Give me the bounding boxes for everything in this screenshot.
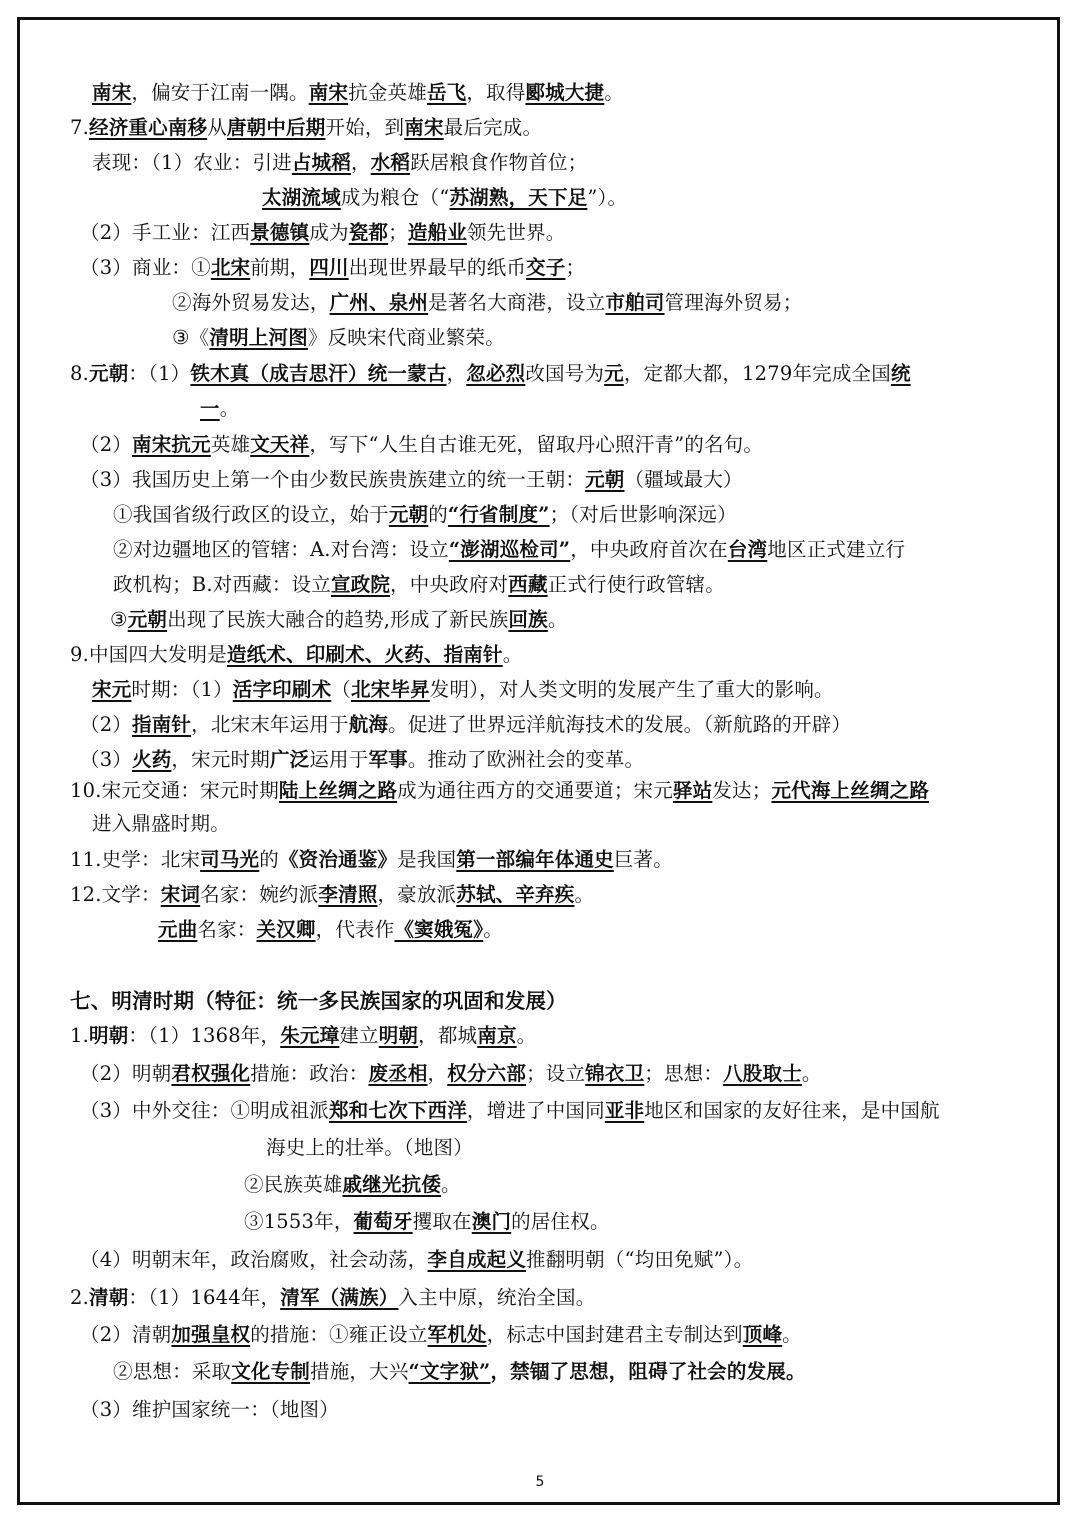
- text-run: 表现：（1）农业：引进: [92, 151, 292, 174]
- key-term: 澳门: [471, 1210, 512, 1233]
- text-run: ，代表作: [315, 918, 395, 941]
- page-number: 5: [535, 1474, 545, 1490]
- text-line: [80, 253, 585, 283]
- text-run: ：（1）1368年，: [128, 1024, 281, 1047]
- text-run: （2）手工业：江西: [80, 221, 251, 244]
- key-term: 朱元璋: [280, 1024, 340, 1047]
- text-run: 运用于: [309, 748, 369, 771]
- text-run: ②海外贸易发达，: [172, 291, 330, 314]
- key-term: 军机处: [427, 1323, 487, 1346]
- text-line: [80, 1059, 822, 1089]
- key-term: 第一部编年体通史: [456, 848, 614, 871]
- key-term: 火药: [132, 748, 172, 771]
- text-line: [70, 113, 542, 143]
- text-run: （2）: [80, 433, 133, 456]
- key-term: “澎湖巡检司”: [448, 538, 571, 561]
- text-run: 进入鼎盛时期。: [92, 812, 230, 835]
- text-run: 的: [259, 848, 279, 871]
- text-run: 。: [516, 1024, 537, 1047]
- key-term: 驿站: [672, 779, 713, 802]
- text-line: [80, 710, 851, 740]
- key-term: 广州、泉州: [329, 291, 429, 314]
- text-run: 发明），对人类文明的发展产生了重大的影响。: [429, 678, 834, 701]
- text-run: 名家：: [197, 918, 257, 941]
- text-run: 措施，大兴: [310, 1360, 409, 1383]
- text-run: 抗金英雄: [348, 81, 427, 104]
- key-term: 宣政院: [330, 573, 391, 596]
- key-term: 亚非: [604, 1099, 645, 1122]
- key-term: 元朝: [127, 608, 168, 631]
- text-run: 是我国: [397, 848, 457, 871]
- text-run: 。: [219, 397, 240, 420]
- text-line: [80, 1096, 940, 1126]
- text-line: [70, 776, 929, 806]
- text-run: 10.宋元交通：宋元时期: [70, 779, 279, 802]
- text-run: 地区和国家的友好往来，是中国航: [644, 1099, 940, 1122]
- key-term: 元朝: [388, 503, 429, 526]
- key-term: 北宋毕昇: [350, 678, 430, 701]
- key-term: 文天祥: [250, 433, 310, 456]
- text-run: 。: [801, 1062, 822, 1085]
- text-run: 8.: [70, 362, 90, 385]
- text-run: ②民族英雄: [244, 1173, 343, 1196]
- text-line: [70, 1021, 536, 1051]
- text-run: 最后完成。: [443, 116, 543, 139]
- text-line: [92, 675, 834, 705]
- text-line: [92, 78, 624, 108]
- text-run: 。: [574, 883, 595, 906]
- key-term: 锦衣卫: [585, 1062, 645, 1085]
- text-run: 是著名大商港，设立: [428, 291, 606, 314]
- key-term: 统: [890, 362, 911, 385]
- text-run: 建立: [339, 1024, 379, 1047]
- key-term: 郑和七次下西洋: [329, 1099, 467, 1122]
- key-term: 台湾: [727, 538, 768, 561]
- text-run: 措施：政治：: [250, 1062, 369, 1085]
- text-run: ，增进了中国同: [466, 1099, 605, 1122]
- key-term: 南宋: [308, 81, 349, 104]
- text-run: ，北宋末年运用于: [191, 713, 349, 736]
- key-term: 文化专制: [231, 1360, 311, 1383]
- text-run: 前期，: [250, 256, 310, 279]
- key-term: 经济重心南移: [89, 116, 208, 139]
- text-run: 出现了民族大融合的趋势,形成了新民族: [167, 608, 509, 631]
- key-term: 明朝: [378, 1024, 419, 1047]
- text-run: 领先世界。: [466, 221, 566, 244]
- text-run: 改国号为: [525, 362, 605, 385]
- text-run: ②对边疆地区的管辖：A.对台湾：设立: [113, 538, 449, 561]
- text-run: 时期：（1）: [131, 678, 233, 701]
- text-run: 出现世界最早的纸币: [348, 256, 527, 279]
- key-term: 《窦娥冤》: [394, 918, 484, 941]
- text-run: （3）: [80, 748, 133, 771]
- text-run: 管理海外贸易；: [664, 291, 803, 314]
- key-term: 李清照: [318, 883, 378, 906]
- bold-text: 《资治通鉴》: [278, 848, 398, 871]
- text-run: ：（1）: [128, 362, 191, 385]
- text-line: [110, 605, 568, 635]
- text-run: ：（1）1644年，: [128, 1286, 281, 1309]
- key-term: 权分六部: [447, 1062, 527, 1085]
- key-term: 南京: [477, 1024, 517, 1047]
- text-run: 的措施：①雍正设立: [250, 1323, 428, 1346]
- key-term: 四川: [309, 256, 349, 279]
- text-run: 攫取在: [412, 1210, 472, 1233]
- key-term: 废丞相: [368, 1062, 428, 1085]
- text-run: ，豪放派: [377, 883, 457, 906]
- text-run: 成为粮仓（“: [340, 186, 450, 209]
- text-run: ②思想：采取: [113, 1360, 232, 1383]
- key-term: 唐朝中后期: [226, 116, 326, 139]
- key-term: 陆上丝绸之路: [278, 779, 398, 802]
- text-run: （3）我国历史上第一个由少数民族贵族建立的统一王朝：: [80, 468, 586, 491]
- text-run: 的居住权。: [511, 1210, 610, 1233]
- text-line: [70, 359, 911, 389]
- key-term: “文字狱”: [408, 1360, 491, 1383]
- text-line: [70, 1283, 595, 1313]
- text-line: [266, 1133, 473, 1163]
- text-run: ，: [350, 151, 371, 174]
- key-term: 司马光: [200, 848, 260, 871]
- key-term: 李自成起义: [427, 1248, 527, 1271]
- text-run: ，标志中国封建君主专制达到: [486, 1323, 743, 1346]
- text-run: ③1553年，: [244, 1210, 354, 1233]
- key-term: 元: [604, 362, 624, 385]
- text-line: [80, 465, 743, 495]
- text-line: [113, 535, 905, 565]
- text-run: ，中央政府首次在: [570, 538, 728, 561]
- text-run: 。: [782, 1323, 802, 1346]
- text-run: 发达；: [712, 779, 772, 802]
- text-line: [80, 430, 763, 460]
- text-line: [80, 745, 644, 775]
- section-heading: [70, 986, 567, 1016]
- text-run: 巨著。: [613, 848, 673, 871]
- text-run: 11.史学：北宋: [70, 848, 201, 871]
- text-run: ，宋元时期: [171, 748, 270, 771]
- text-run: （疆域最大）: [624, 468, 743, 491]
- text-run: （: [331, 678, 351, 701]
- text-run: （2）清朝: [80, 1323, 172, 1346]
- text-line: [92, 148, 587, 178]
- key-term: 景德镇: [250, 221, 310, 244]
- key-term: 宋词: [160, 883, 201, 906]
- text-run: ；思想：: [644, 1062, 724, 1085]
- text-run: 政机构；B.对西藏：设立: [113, 573, 331, 596]
- text-line: [172, 323, 505, 353]
- text-line: [244, 1170, 461, 1200]
- key-term: 忽必烈: [466, 362, 526, 385]
- text-line: [92, 809, 230, 839]
- text-run: 七、明清时期（特征：统一多民族国家的巩固和发展）: [70, 989, 567, 1013]
- text-run: 英雄: [210, 433, 251, 456]
- text-run: 2.: [70, 1286, 90, 1309]
- key-term: 一: [200, 397, 220, 420]
- text-run: （3）维护国家统一：（地图）: [80, 1398, 339, 1421]
- text-line: [113, 570, 725, 600]
- key-term: 清军（满族）: [280, 1286, 399, 1309]
- bold-text: 广泛: [269, 748, 310, 771]
- text-run: （4）明朝末年，政治腐败，社会动荡，: [80, 1248, 428, 1271]
- text-line: [113, 500, 737, 530]
- text-run: 12.文学：: [70, 883, 161, 906]
- text-run: 7.: [70, 116, 90, 139]
- text-run: 。: [441, 1173, 461, 1196]
- key-term: 指南针: [132, 713, 192, 736]
- text-run: （2）: [80, 713, 133, 736]
- bold-text: ，禁锢了思想，阻碍了社会的发展。: [490, 1360, 806, 1383]
- key-term: 铁木真（成吉思汗）统一蒙古: [190, 362, 447, 385]
- key-term: 南宋: [404, 116, 444, 139]
- text-run: ，: [446, 362, 467, 385]
- bold-text: 航海: [348, 713, 389, 736]
- text-run: 成为: [309, 221, 349, 244]
- key-term: 交子: [526, 256, 566, 279]
- text-run: 。: [547, 608, 568, 631]
- text-run: ，定都大都，1279年完成全国: [623, 362, 891, 385]
- text-run: ”）。: [587, 186, 628, 209]
- text-run: ③: [110, 608, 128, 631]
- key-term: 元朝: [585, 468, 625, 491]
- key-term: 元代海上丝绸之路: [771, 779, 930, 802]
- text-run: 。: [502, 643, 523, 666]
- text-run: 1.: [70, 1024, 90, 1047]
- text-line: [80, 218, 565, 248]
- text-run: 。: [604, 81, 624, 104]
- text-line: [244, 1207, 610, 1237]
- key-term: 水稻: [370, 151, 411, 174]
- key-term: 占城稻: [291, 151, 351, 174]
- key-term: 活字印刷术: [232, 678, 332, 701]
- text-run: 。: [483, 918, 503, 941]
- key-term: 加强皇权: [171, 1323, 251, 1346]
- text-run: ，偏安于江南一隅。: [131, 81, 309, 104]
- bold-text: 军事: [368, 748, 408, 771]
- key-term: 造纸术、印刷术、火药、指南针: [226, 643, 503, 666]
- key-term: 太湖流域: [262, 186, 341, 209]
- text-run: ，写下“人生自古谁无死，留取丹心照汗青”的名句。: [309, 433, 764, 456]
- text-run: （3）中外交往：①明成祖派: [80, 1099, 330, 1122]
- text-run: ；: [388, 221, 408, 244]
- bold-text: 清朝: [89, 1286, 129, 1309]
- text-run: 》反映宋代商业繁荣。: [307, 326, 505, 349]
- key-term: 葡萄牙: [353, 1210, 413, 1233]
- text-run: ①我国省级行政区的设立，始于: [113, 503, 389, 526]
- text-run: 的: [428, 503, 448, 526]
- key-term: 岳飞: [426, 81, 467, 104]
- key-term: “行省制度”: [447, 503, 550, 526]
- text-line: [70, 880, 594, 910]
- key-term: 造船业: [407, 221, 467, 244]
- text-run: 9.中国四大发明是: [70, 643, 227, 666]
- text-line: [158, 915, 503, 945]
- key-term: 苏轼、辛弃疾: [456, 883, 575, 906]
- text-run: 入主中原，统治全国。: [398, 1286, 596, 1309]
- key-term: 八股取士: [723, 1062, 802, 1085]
- key-term: 瓷都: [348, 221, 389, 244]
- key-term: 君权强化: [171, 1062, 251, 1085]
- key-term: 西藏: [508, 573, 548, 596]
- key-term: 戚继光抗倭: [342, 1173, 442, 1196]
- key-term: 郾城大捷: [525, 81, 605, 104]
- text-run: 成为通往西方的交通要道；宋元: [397, 779, 673, 802]
- text-line: [172, 288, 802, 318]
- text-line: [80, 1320, 802, 1350]
- text-run: 从: [207, 116, 227, 139]
- text-run: 。促进了世界远洋航海技术的发展。（新航路的开辟）: [388, 713, 852, 736]
- text-run: ，: [427, 1062, 448, 1085]
- text-run: ，取得: [466, 81, 526, 104]
- key-term: 顶峰: [742, 1323, 783, 1346]
- text-run: 跃居粮食作物首位；: [410, 151, 588, 174]
- bold-text: 元朝: [89, 362, 129, 385]
- text-line: [200, 394, 239, 424]
- key-term: 清明上河图: [209, 326, 308, 349]
- key-term: 元曲: [158, 918, 198, 941]
- text-run: 。推动了欧洲社会的变革。: [407, 748, 645, 771]
- text-run: （3）商业：①: [80, 256, 211, 279]
- key-term: 北宋: [210, 256, 251, 279]
- key-term: 南宋: [92, 81, 132, 104]
- text-run: 正式行使行政管辖。: [547, 573, 725, 596]
- text-run: （2）明朝: [80, 1062, 172, 1085]
- text-run: ；设立: [526, 1062, 586, 1085]
- text-run: ③《: [172, 326, 210, 349]
- text-run: 海史上的壮举。（地图）: [266, 1136, 473, 1159]
- text-line: [70, 845, 673, 875]
- text-run: 推翻明朝（“均田免赋”）。: [526, 1248, 754, 1271]
- text-run: 地区正式建立行: [767, 538, 906, 561]
- text-run: 开始，到: [325, 116, 405, 139]
- key-term: 南宋抗元: [132, 433, 211, 456]
- text-run: ；: [565, 256, 586, 279]
- text-line: [80, 1395, 339, 1425]
- key-term: 回族: [508, 608, 548, 631]
- text-line: [262, 183, 627, 213]
- key-term: 苏湖熟，天下足: [449, 186, 588, 209]
- text-line: [70, 640, 522, 670]
- text-run: ；（对后世影响深远）: [549, 503, 737, 526]
- text-run: ，都城: [418, 1024, 478, 1047]
- text-run: 名家：婉约派: [200, 883, 319, 906]
- text-line: [80, 1245, 753, 1275]
- key-term: 市舶司: [605, 291, 665, 314]
- text-line: [113, 1357, 806, 1387]
- bold-text: 明朝: [89, 1024, 129, 1047]
- text-run: ，中央政府对: [390, 573, 509, 596]
- key-term: 宋元: [92, 678, 132, 701]
- key-term: 关汉卿: [256, 918, 316, 941]
